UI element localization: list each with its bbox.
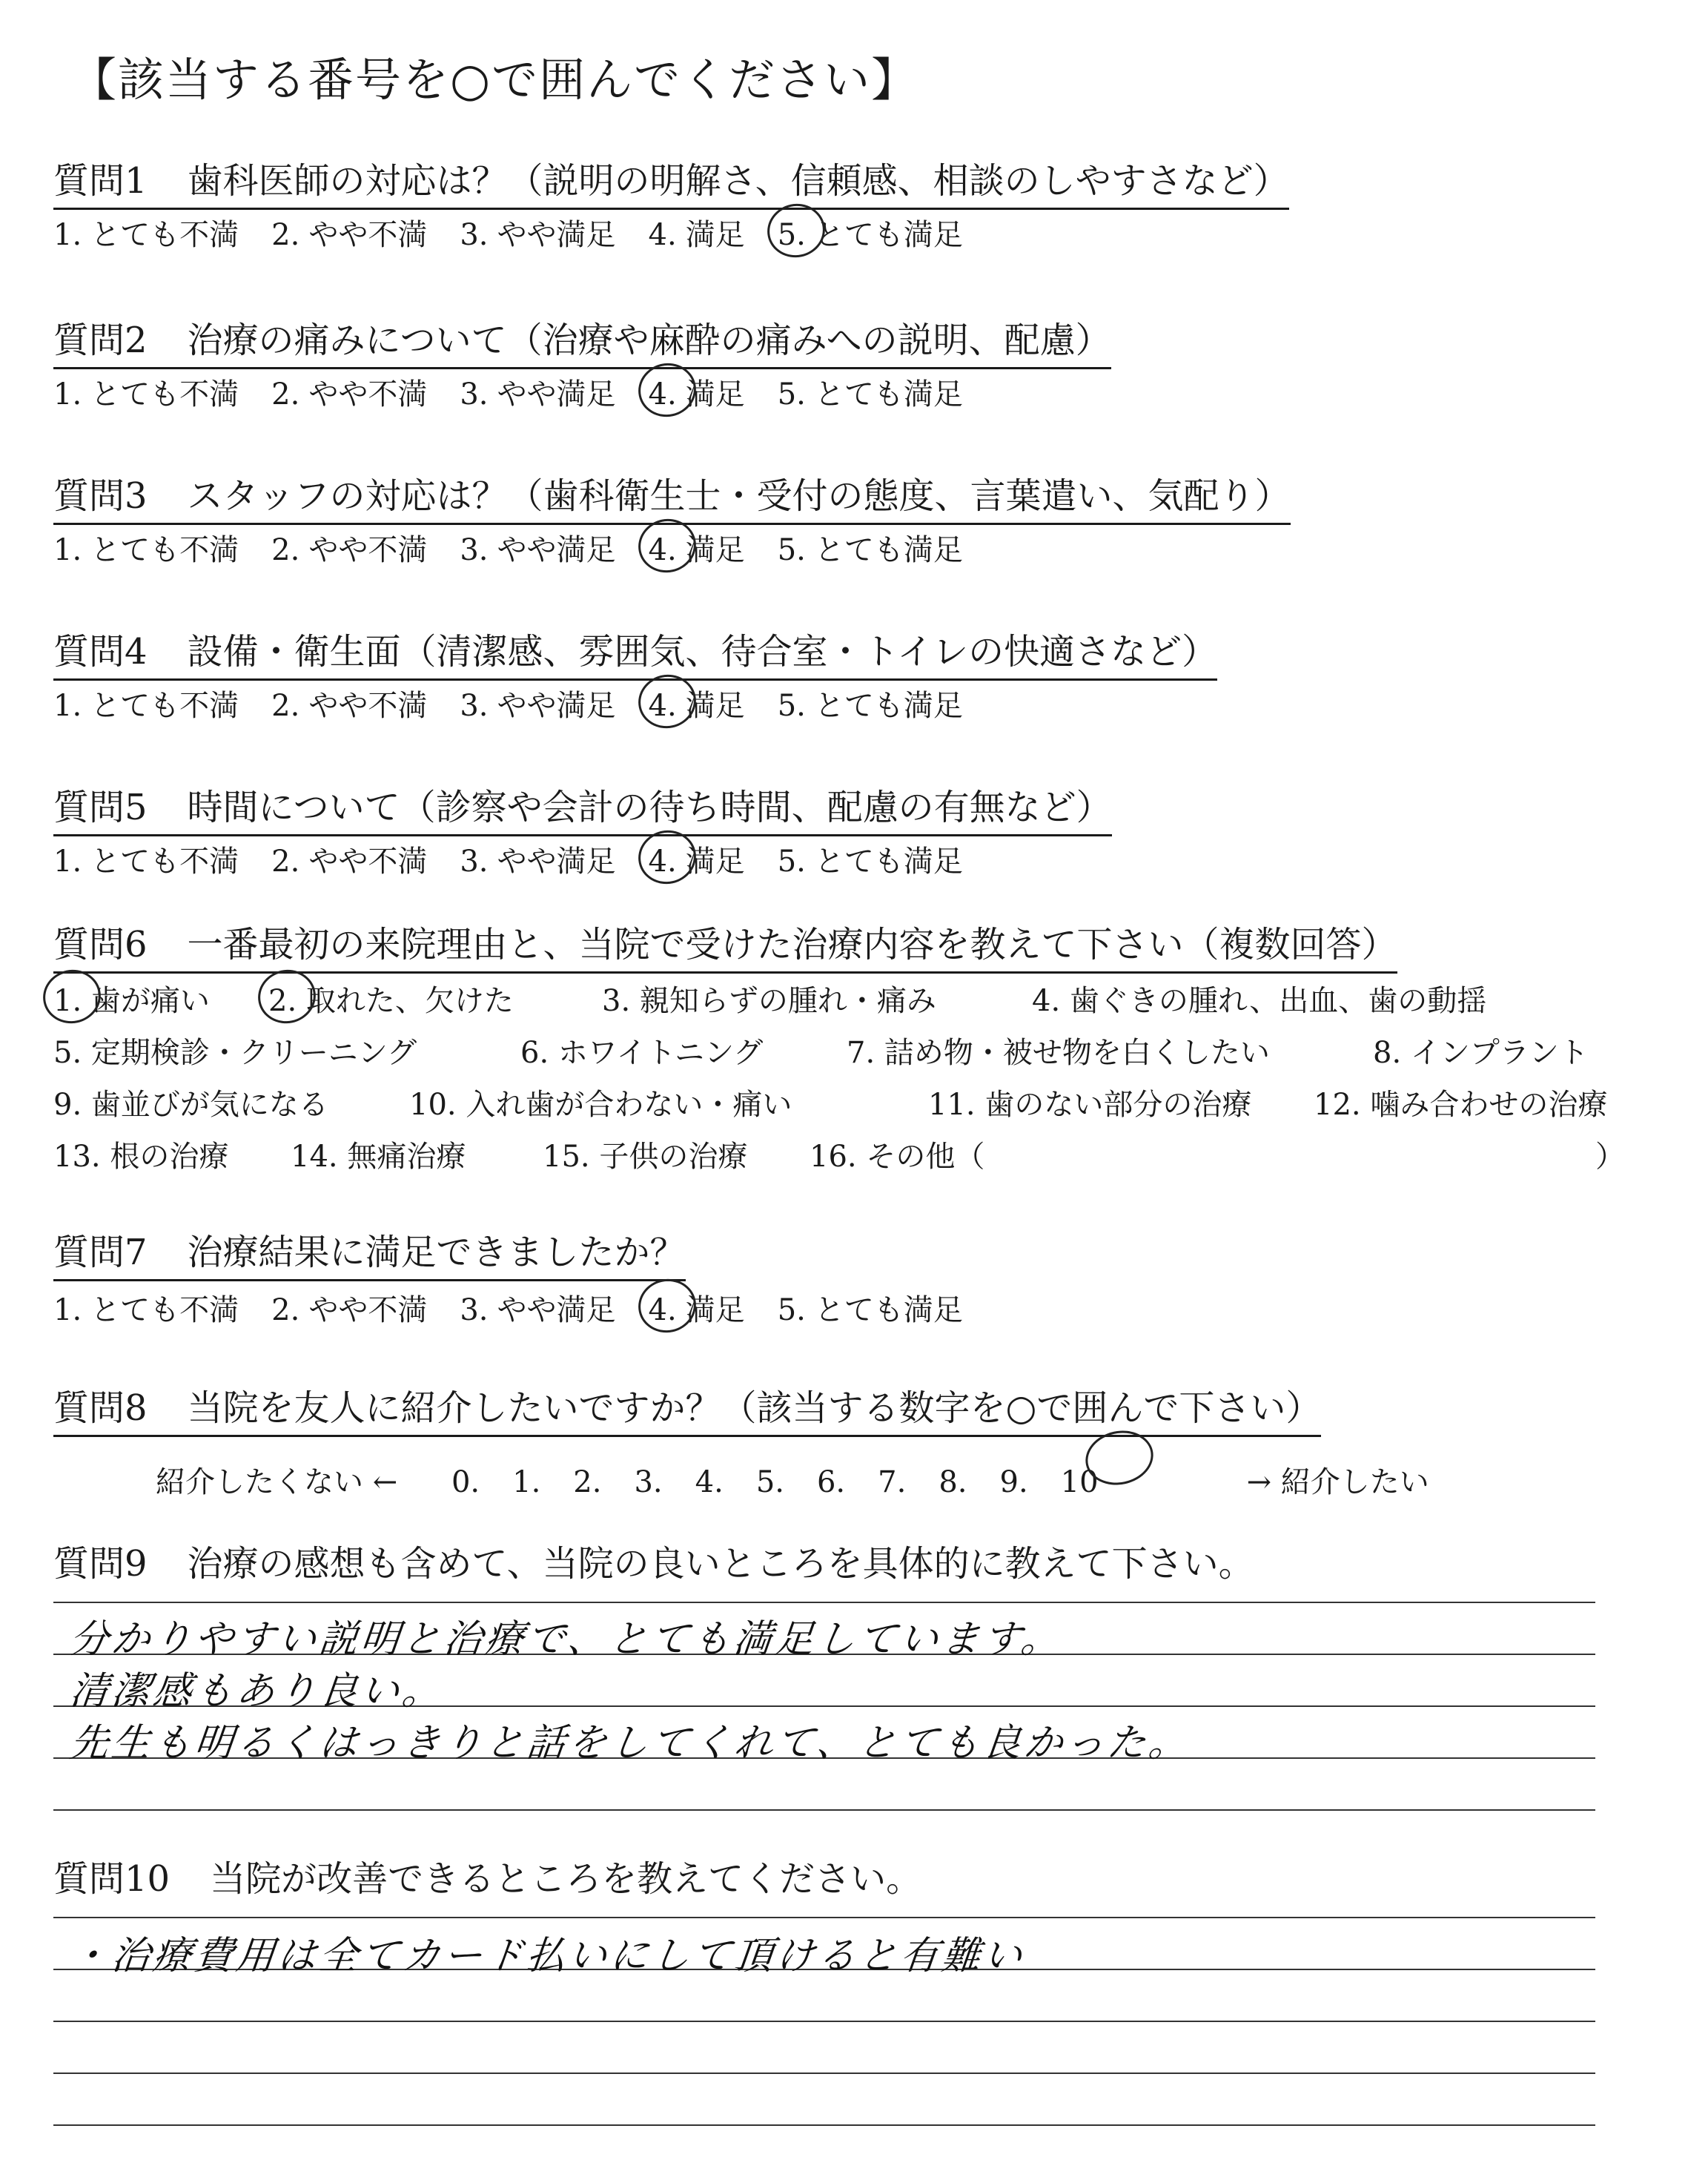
question-9-heading (53, 1535, 1254, 1591)
question-3-text: スタッフの対応は？（歯科衛生士・受付の態度、言葉遣い、気配り） (187, 475, 1291, 517)
q6-option-7[interactable]: 7. 詰め物・被せ物を白くしたい (847, 1036, 1270, 1070)
q3-option-2[interactable]: 2. やや不満 (271, 533, 428, 567)
question-3-options (53, 526, 996, 569)
question-5-options (53, 838, 996, 880)
question-2-heading (53, 311, 1111, 369)
question-7-number: 質問7 (53, 1232, 148, 1273)
q1-option-2[interactable]: 2. やや不満 (271, 218, 428, 252)
q9-answer-line-1: 分かりやすい説明と治療で、とても満足しています。 (67, 1617, 1065, 1662)
q6-option-13[interactable]: 13. 根の治療 (53, 1140, 229, 1174)
q4-option-5[interactable]: 5. とても満足 (777, 689, 963, 723)
q2-option-5[interactable]: 5. とても満足 (777, 377, 963, 412)
question-2-number: 質問2 (53, 320, 148, 361)
question-9-number: 質問9 (53, 1543, 148, 1585)
question-10-number: 質問10 (53, 1858, 171, 1900)
question-7-text: 治療結果に満足できましたか？ (187, 1232, 686, 1273)
q7-option-4[interactable]: 4. 満足 (649, 1287, 745, 1329)
question-1-text: 歯科医師の対応は？（説明の明解さ、信頼感、相談のしやすさなど） (187, 160, 1289, 202)
question-5-number: 質問5 (53, 787, 148, 828)
q1-option-5[interactable]: 5. とても満足 (778, 211, 963, 254)
q5-option-4[interactable]: 4. 満足 (649, 838, 745, 880)
q8-left-label: 紹介したくない ← (156, 1465, 398, 1499)
question-8-scale (156, 1439, 1462, 1501)
question-3-number: 質問3 (53, 475, 148, 517)
q6-option-12[interactable]: 12. 噛み合わせの治療 (1314, 1088, 1608, 1122)
q6-option-3[interactable]: 3. 親知らずの腫れ・痛み (602, 984, 936, 1018)
q1-option-4[interactable]: 4. 満足 (648, 218, 745, 252)
q10-rule-4 (53, 2073, 1595, 2074)
q8-scale-8[interactable]: 8. (939, 1465, 967, 1499)
question-7-options (53, 1287, 996, 1329)
q7-option-5[interactable]: 5. とても満足 (777, 1293, 963, 1327)
q6-option-6[interactable]: 6. ホワイトニング (520, 1036, 764, 1070)
q6-option-9[interactable]: 9. 歯並びが気になる (53, 1088, 328, 1122)
question-6-heading (53, 916, 1397, 974)
question-9-text: 治療の感想も含めて、当院の良いところを具体的に教えて下さい。 (187, 1543, 1254, 1585)
q9-rule-5 (53, 1809, 1595, 1811)
q3-option-3[interactable]: 3. やや満足 (460, 533, 616, 567)
q3-option-5[interactable]: 5. とても満足 (777, 533, 963, 567)
question-4-number: 質問4 (53, 631, 148, 673)
q6-option-8[interactable]: 8. インプラント (1373, 1036, 1589, 1070)
q4-option-3[interactable]: 3. やや満足 (460, 689, 616, 723)
question-3-heading (53, 467, 1291, 525)
q6-option-1[interactable]: 1. 歯が痛い (53, 977, 210, 1020)
q7-option-1[interactable]: 1. とても不満 (53, 1293, 239, 1327)
q8-scale-5[interactable]: 5. (755, 1465, 784, 1499)
q2-option-4[interactable]: 4. 満足 (649, 371, 745, 413)
q8-scale-6[interactable]: 6. (816, 1465, 846, 1499)
q9-answer-line-2: 清潔感もあり良い。 (67, 1669, 446, 1714)
q8-scale-2[interactable]: 2. (573, 1465, 602, 1499)
question-4-heading (53, 623, 1217, 681)
q5-option-1[interactable]: 1. とても不満 (53, 845, 239, 879)
question-2-text: 治療の痛みについて（治療や麻酔の痛みへの説明、配慮） (187, 320, 1111, 361)
q2-option-1[interactable]: 1. とても不満 (53, 377, 239, 412)
q8-scale-1[interactable]: 1. (512, 1465, 541, 1499)
q9-rule-1 (53, 1602, 1595, 1603)
question-10-heading (53, 1850, 921, 1906)
q10-rule-3 (53, 2021, 1595, 2022)
q8-scale-0[interactable]: 0. (451, 1465, 480, 1499)
q10-rule-5 (53, 2124, 1595, 2126)
q4-option-2[interactable]: 2. やや不満 (271, 689, 428, 723)
q8-scale-4[interactable]: 4. (695, 1465, 724, 1499)
question-2-options (53, 371, 996, 413)
q2-option-2[interactable]: 2. やや不満 (271, 377, 428, 412)
q1-option-1[interactable]: 1. とても不満 (53, 218, 239, 252)
q6-other-close-paren: ） (1595, 1140, 1625, 1174)
question-1-heading (53, 152, 1289, 210)
q6-option-15[interactable]: 15. 子供の治療 (543, 1140, 748, 1174)
question-1-options (53, 211, 996, 254)
q8-scale-9[interactable]: 9. (999, 1465, 1028, 1499)
q4-option-4[interactable]: 4. 満足 (649, 682, 745, 724)
question-5-heading (53, 779, 1112, 836)
q6-option-4[interactable]: 4. 歯ぐきの腫れ、出血、歯の動揺 (1032, 984, 1487, 1018)
q3-option-4[interactable]: 4. 満足 (649, 526, 745, 569)
q3-option-1[interactable]: 1. とても不満 (53, 533, 239, 567)
question-4-text: 設備・衛生面（清潔感、雰囲気、待合室・トイレの快適さなど） (187, 631, 1218, 673)
q6-option-2[interactable]: 2. 取れた、欠けた (268, 977, 514, 1020)
question-8-number: 質問8 (53, 1387, 148, 1429)
q6-option-14[interactable]: 14. 無痛治療 (291, 1140, 466, 1174)
q6-option-16[interactable]: 16. その他（ (810, 1140, 985, 1174)
question-6-number: 質問6 (53, 924, 148, 965)
question-5-text: 時間について（診察や会計の待ち時間、配慮の有無など） (187, 787, 1112, 828)
q5-option-5[interactable]: 5. とても満足 (777, 845, 963, 879)
page-title: 【該当する番号を○で囲んでください】 (70, 53, 919, 107)
q7-option-3[interactable]: 3. やや満足 (460, 1293, 616, 1327)
q8-scale-3[interactable]: 3. (634, 1465, 663, 1499)
question-10-text: 当院が改善できるところを教えてください。 (210, 1858, 922, 1900)
q4-option-1[interactable]: 1. とても不満 (53, 689, 239, 723)
q8-scale-10[interactable]: 10 (1061, 1439, 1199, 1499)
q6-option-5[interactable]: 5. 定期検診・クリーニング (53, 1036, 417, 1070)
q6-option-11[interactable]: 11. 歯のない部分の治療 (928, 1088, 1252, 1122)
question-1-number: 質問1 (53, 160, 148, 202)
question-6-text: 一番最初の来院理由と、当院で受けた治療内容を教えて下さい（複数回答） (187, 924, 1397, 965)
q5-option-2[interactable]: 2. やや不満 (271, 845, 428, 879)
q10-rule-1 (53, 1917, 1595, 1918)
question-8-heading (53, 1379, 1321, 1437)
q2-option-3[interactable]: 3. やや満足 (460, 377, 616, 412)
question-4-options (53, 682, 996, 724)
q9-answer-line-3: 先生も明るくはっきりと話をしてくれて、とても良かった。 (67, 1721, 1193, 1766)
question-7-heading (53, 1223, 686, 1281)
q10-answer-line-1: ・治療費用は全てカード払いにして頂けると有難い (67, 1934, 1027, 1978)
q1-option-3[interactable]: 3. やや満足 (460, 218, 616, 252)
q8-right-label: → 紹介したい (1246, 1465, 1429, 1499)
question-8-text: 当院を友人に紹介したいですか？（該当する数字を○で囲んで下さい） (187, 1387, 1322, 1429)
q6-option-10[interactable]: 10. 入れ歯が合わない・痛い (409, 1088, 792, 1122)
q8-scale-7[interactable]: 7. (878, 1465, 907, 1499)
q5-option-3[interactable]: 3. やや満足 (460, 845, 616, 879)
q7-option-2[interactable]: 2. やや不満 (271, 1293, 428, 1327)
